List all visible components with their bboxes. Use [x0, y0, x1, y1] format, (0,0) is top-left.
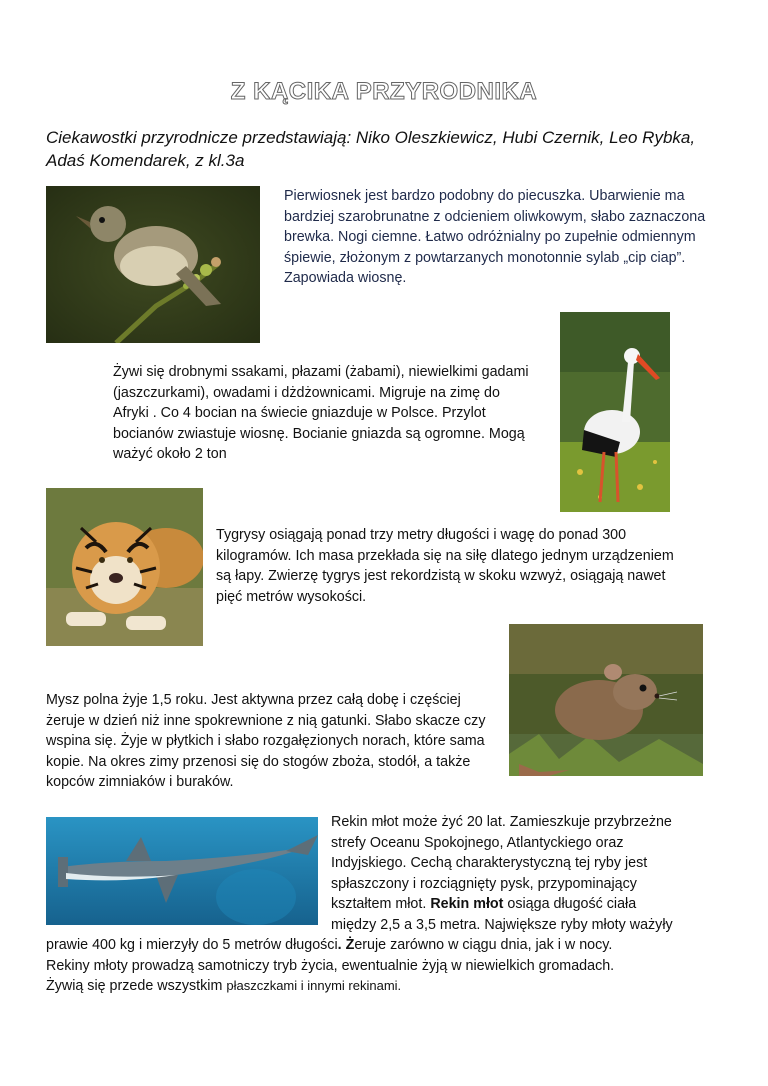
- mouse-description: Mysz polna żyje 1,5 roku. Jest aktywna przez całą dobę i częściej żeruje w dzień niż inne spokrewnione z nią gatunki. Słabo skacze czy wspina się. Żyje w płytkich i słabo rozgałęzionych norach, które sama kopie. Na okres zimy przenosi się do stogów zboża, stodół, a także kopców zimniaków i buraków.: [46, 692, 486, 791]
- page-title: Z KĄCIKA PRZYRODNIKA: [230, 78, 538, 105]
- shark-bold-fragment: . Ż: [337, 937, 355, 953]
- shark-line-mixed: [46, 976, 736, 997]
- shark-photo: [46, 817, 318, 925]
- shark-line-text: Żywią się przede wszystkim: [46, 978, 227, 995]
- bird-photo: [46, 186, 260, 343]
- stork-photo: [560, 312, 670, 512]
- shark-bold-name: Rekin młot: [430, 896, 504, 913]
- shark-description-continued: [46, 935, 736, 997]
- stork-description: Żywi się drobnymi ssakami, płazami (żabami), niewielkimi gadami (jaszczurkami), owadami i dżdżownicami. Migruje na zimę do Afryki . Co 4 bocian na świecie gniazduje w Polsce. Przylot bocianów zwiastuje wiosnę. Bocianie gniazda są ogromne. Mogą ważyć około 2 ton: [113, 364, 529, 463]
- mouse-photo: [509, 624, 703, 776]
- page-subtitle: Ciekawostki przyrodnicze przedstawiają: Niko Oleszkiewicz, Hubi Czernik, Leo Rybka, Adaś Komendarek, z kl.3a: [46, 128, 696, 170]
- shark-line: Rekin młot może żyć 20 lat. Zamieszkuje przybrzeżne: [331, 814, 672, 830]
- shark-line: Rekiny młoty prowadzą samotniczy tryb życia, ewentualnie żyją w niewielkich gromadach.: [46, 957, 615, 974]
- shark-line-with-bold: [46, 935, 736, 956]
- shark-line-with-bold: [331, 894, 731, 915]
- tiger-description: Tygrysy osiągają ponad trzy metry długości i wagę do ponad 300 kilogramów. Ich masa przekłada się na siłę dlatego jednym urządzeniem są łapy. Zwierzę tygrys jest rekordzistą w skoku wzwyż, osiągają nawet pięć metrów wysokości.: [216, 527, 674, 605]
- tiger-photo: [46, 488, 203, 646]
- shark-line: Indyjskiego. Cechą charakterystyczną tej ryby jest: [331, 855, 648, 872]
- shark-line: strefy Oceanu Spokojnego, Atlantyckiego oraz: [331, 834, 624, 851]
- shark-description-intro: [331, 812, 731, 936]
- shark-line-small-text: płaszczkami i innymi rekinami.: [226, 978, 402, 994]
- shark-line-text: osiąga długość ciała: [503, 896, 637, 913]
- shark-line-text: prawie 400 kg i mierzyły do 5 metrów długości: [46, 937, 338, 953]
- bird-description: Pierwiosnek jest bardzo podobny do piecuszka. Ubarwienie ma bardziej szarobrunatne z odcieniem oliwkowym, słabo zaznaczona brewka. Nogi ciemne. Łatwo odróżnialny po zupełnie odmiennym śpiewie, złożonym z powtarzanych monotonnie sylab „cip ciap”. Zapowiada wiosnę.: [284, 188, 706, 287]
- shark-line-text: kształtem młot.: [331, 896, 427, 913]
- shark-line: między 2,5 a 3,5 metra. Największe ryby młoty ważyły: [331, 916, 673, 933]
- shark-line: spłaszczony i rozciągnięty pysk, przypominający: [331, 875, 637, 892]
- shark-line-text: eruje zarówno w ciągu dnia, jak i w nocy.: [354, 937, 613, 953]
